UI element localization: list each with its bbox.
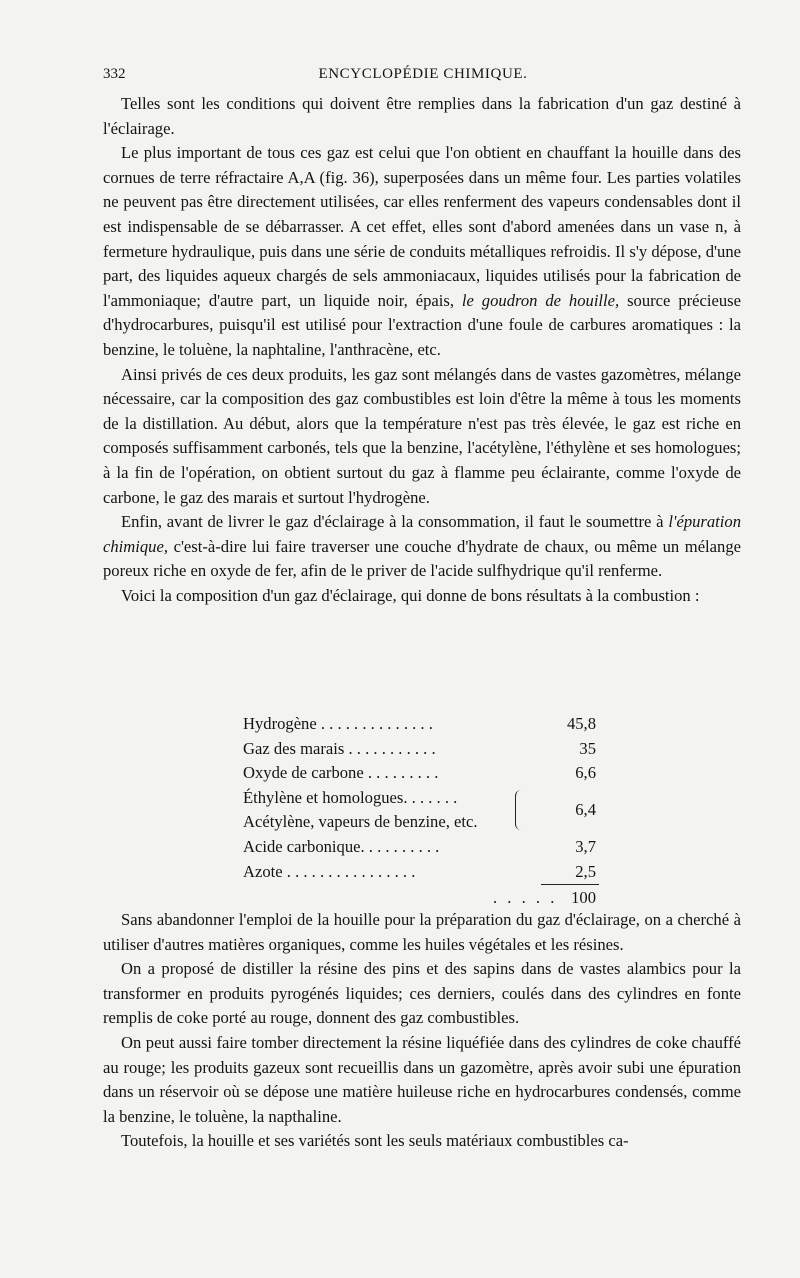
paragraph-6: Sans abandonner l'emploi de la houille pour la préparation du gaz d'éclairage, on a cherché à utiliser d'autres matières organiques, comme les huiles végétales et les résines. <box>103 910 741 954</box>
paragraph-4-emphasis: l'épuration chimique, <box>103 512 741 556</box>
body-text-bottom <box>103 908 741 1154</box>
row-label: Acide carbonique. . . . . . . . . . <box>243 836 440 856</box>
row-label: Hydrogène . . . . . . . . . . . . . . <box>243 714 433 733</box>
composition-row <box>243 737 623 762</box>
row-label: Oxyde de carbone . . . . . . . . . <box>243 763 439 783</box>
page-number: 332 <box>103 66 126 82</box>
paragraph-8: On peut aussi faire tomber directement la résine liquéfiée dans des cylindres de coke chauffé au rouge; les produits gazeux sont recueillis dans un gazomètre, après avoir subi une épuration dans un réservoir où se dépose une matière huileuse riche en hydrocarbures condensés, comme la benzine, le toluène, la napthaline. <box>103 1032 741 1126</box>
composition-row <box>243 761 623 786</box>
paragraph-2-text: Le plus important de tous ces gaz est celui que l'on obtient en chauffant la houille dans des cornues de terre réfractaire A,A (fig. 36), superposées dans un même four. Les parties volatiles ne peuvent pas être directement utilisées, car elles renferment des vapeurs condensables dont il est indispensable de se débarrasser. A cet effet, elles sont d'abord amenées dans un vase n, à fermeture hydraulique, puis dans une série de conduits métalliques refroidis. Il s'y dépose, d'une part, des liquides aqueux chargés de sels ammoniacaux, liquides utilisés pour la fabrication de l'ammoniaque; d'autre part, un liquide noir, épais, <box>103 143 741 310</box>
composition-row <box>243 786 623 811</box>
paragraph-1: Telles sont les conditions qui doivent être remplies dans la fabrication d'un gaz destiné à l'éclairage. <box>103 94 741 138</box>
row-value: 45,8 <box>566 714 596 733</box>
row-label: Azote . . . . . . . . . . . . . . . . <box>243 861 416 881</box>
paragraph-4-end: c'est-à-dire lui faire traverser une couche d'hydrate de chaux, ou même un mélange poreux riche en oxyde de fer, afin de le priver de l'acide sulfhydrique qu'il renferme. <box>103 536 741 581</box>
running-title: ENCYCLOPÉDIE CHIMIQUE. <box>318 66 528 82</box>
paragraph-7: On a proposé de distiller la résine des pins et des sapins dans de vastes alambics pour la transformer en produits pyrogénés liquides; ces derniers, coulés dans des cylindres en fonte remplis de coke porté au rouge, donnent des gaz combustibles. <box>103 959 741 1028</box>
body-text-top <box>103 92 741 608</box>
row-label: Acétylène, vapeurs de benzine, etc. <box>243 812 478 832</box>
composition-row <box>243 810 623 835</box>
grouped-value: 6,4 <box>575 799 596 819</box>
paragraph-4-start: Enfin, avant de livrer le gaz d'éclairage à la consommation, il faut le soumettre à <box>121 512 664 532</box>
total-row <box>243 886 623 911</box>
paragraph-2-end: source précieuse d'hydrocarbures, puisqu'il est utilisé pour l'extraction d'une foule de carbures aromatiques : la benzine, le toluène, la naphtaline, l'anthracène, etc. <box>103 290 741 359</box>
paragraph-9: Toutefois, la houille et ses variétés sont les seuls matériaux combustibles ca- <box>121 1131 629 1151</box>
row-label: Éthylène et homologues. . . . . . . <box>243 787 458 807</box>
composition-row <box>243 835 623 860</box>
row-label: Gaz des marais . . . . . . . . . . . <box>243 738 436 758</box>
total-dots: . . . . . <box>493 888 558 907</box>
sum-rule <box>541 884 599 885</box>
row-value: 2,5 <box>575 861 596 881</box>
composition-row <box>243 860 623 885</box>
row-value: 3,7 <box>575 836 596 856</box>
paragraph-2-emphasis: le goudron de houille, <box>461 290 620 310</box>
total-value: 100 <box>571 888 596 907</box>
brace-symbol <box>515 790 524 830</box>
composition-table <box>243 712 623 907</box>
running-header <box>103 66 743 90</box>
paragraph-4 <box>103 510 741 584</box>
row-value: 35 <box>579 738 596 758</box>
composition-row <box>243 712 623 737</box>
row-value: 6,6 <box>575 763 596 783</box>
grouped-rows <box>243 786 623 835</box>
paragraph-5: Voici la composition d'un gaz d'éclairage, qui donne de bons résultats à la combustion : <box>121 585 700 605</box>
paragraph-3: Ainsi privés de ces deux produits, les gaz sont mélangés dans de vastes gazomètres, mélange nécessaire, car la composition des gaz combustibles est loin d'être la même à tous les moments de la distillation. Au début, alors que la température n'est pas très élevée, le gaz est riche en composés suffisamment carbonés, tels que la benzine, l'acétylène, l'éthylène et ses homologues; à la fin de l'opération, on obtient surtout du gaz à flamme peu éclairante, comme l'oxyde de carbone, le gaz des marais et surtout l'hydrogène. <box>103 364 741 507</box>
paragraph-2 <box>103 141 741 362</box>
